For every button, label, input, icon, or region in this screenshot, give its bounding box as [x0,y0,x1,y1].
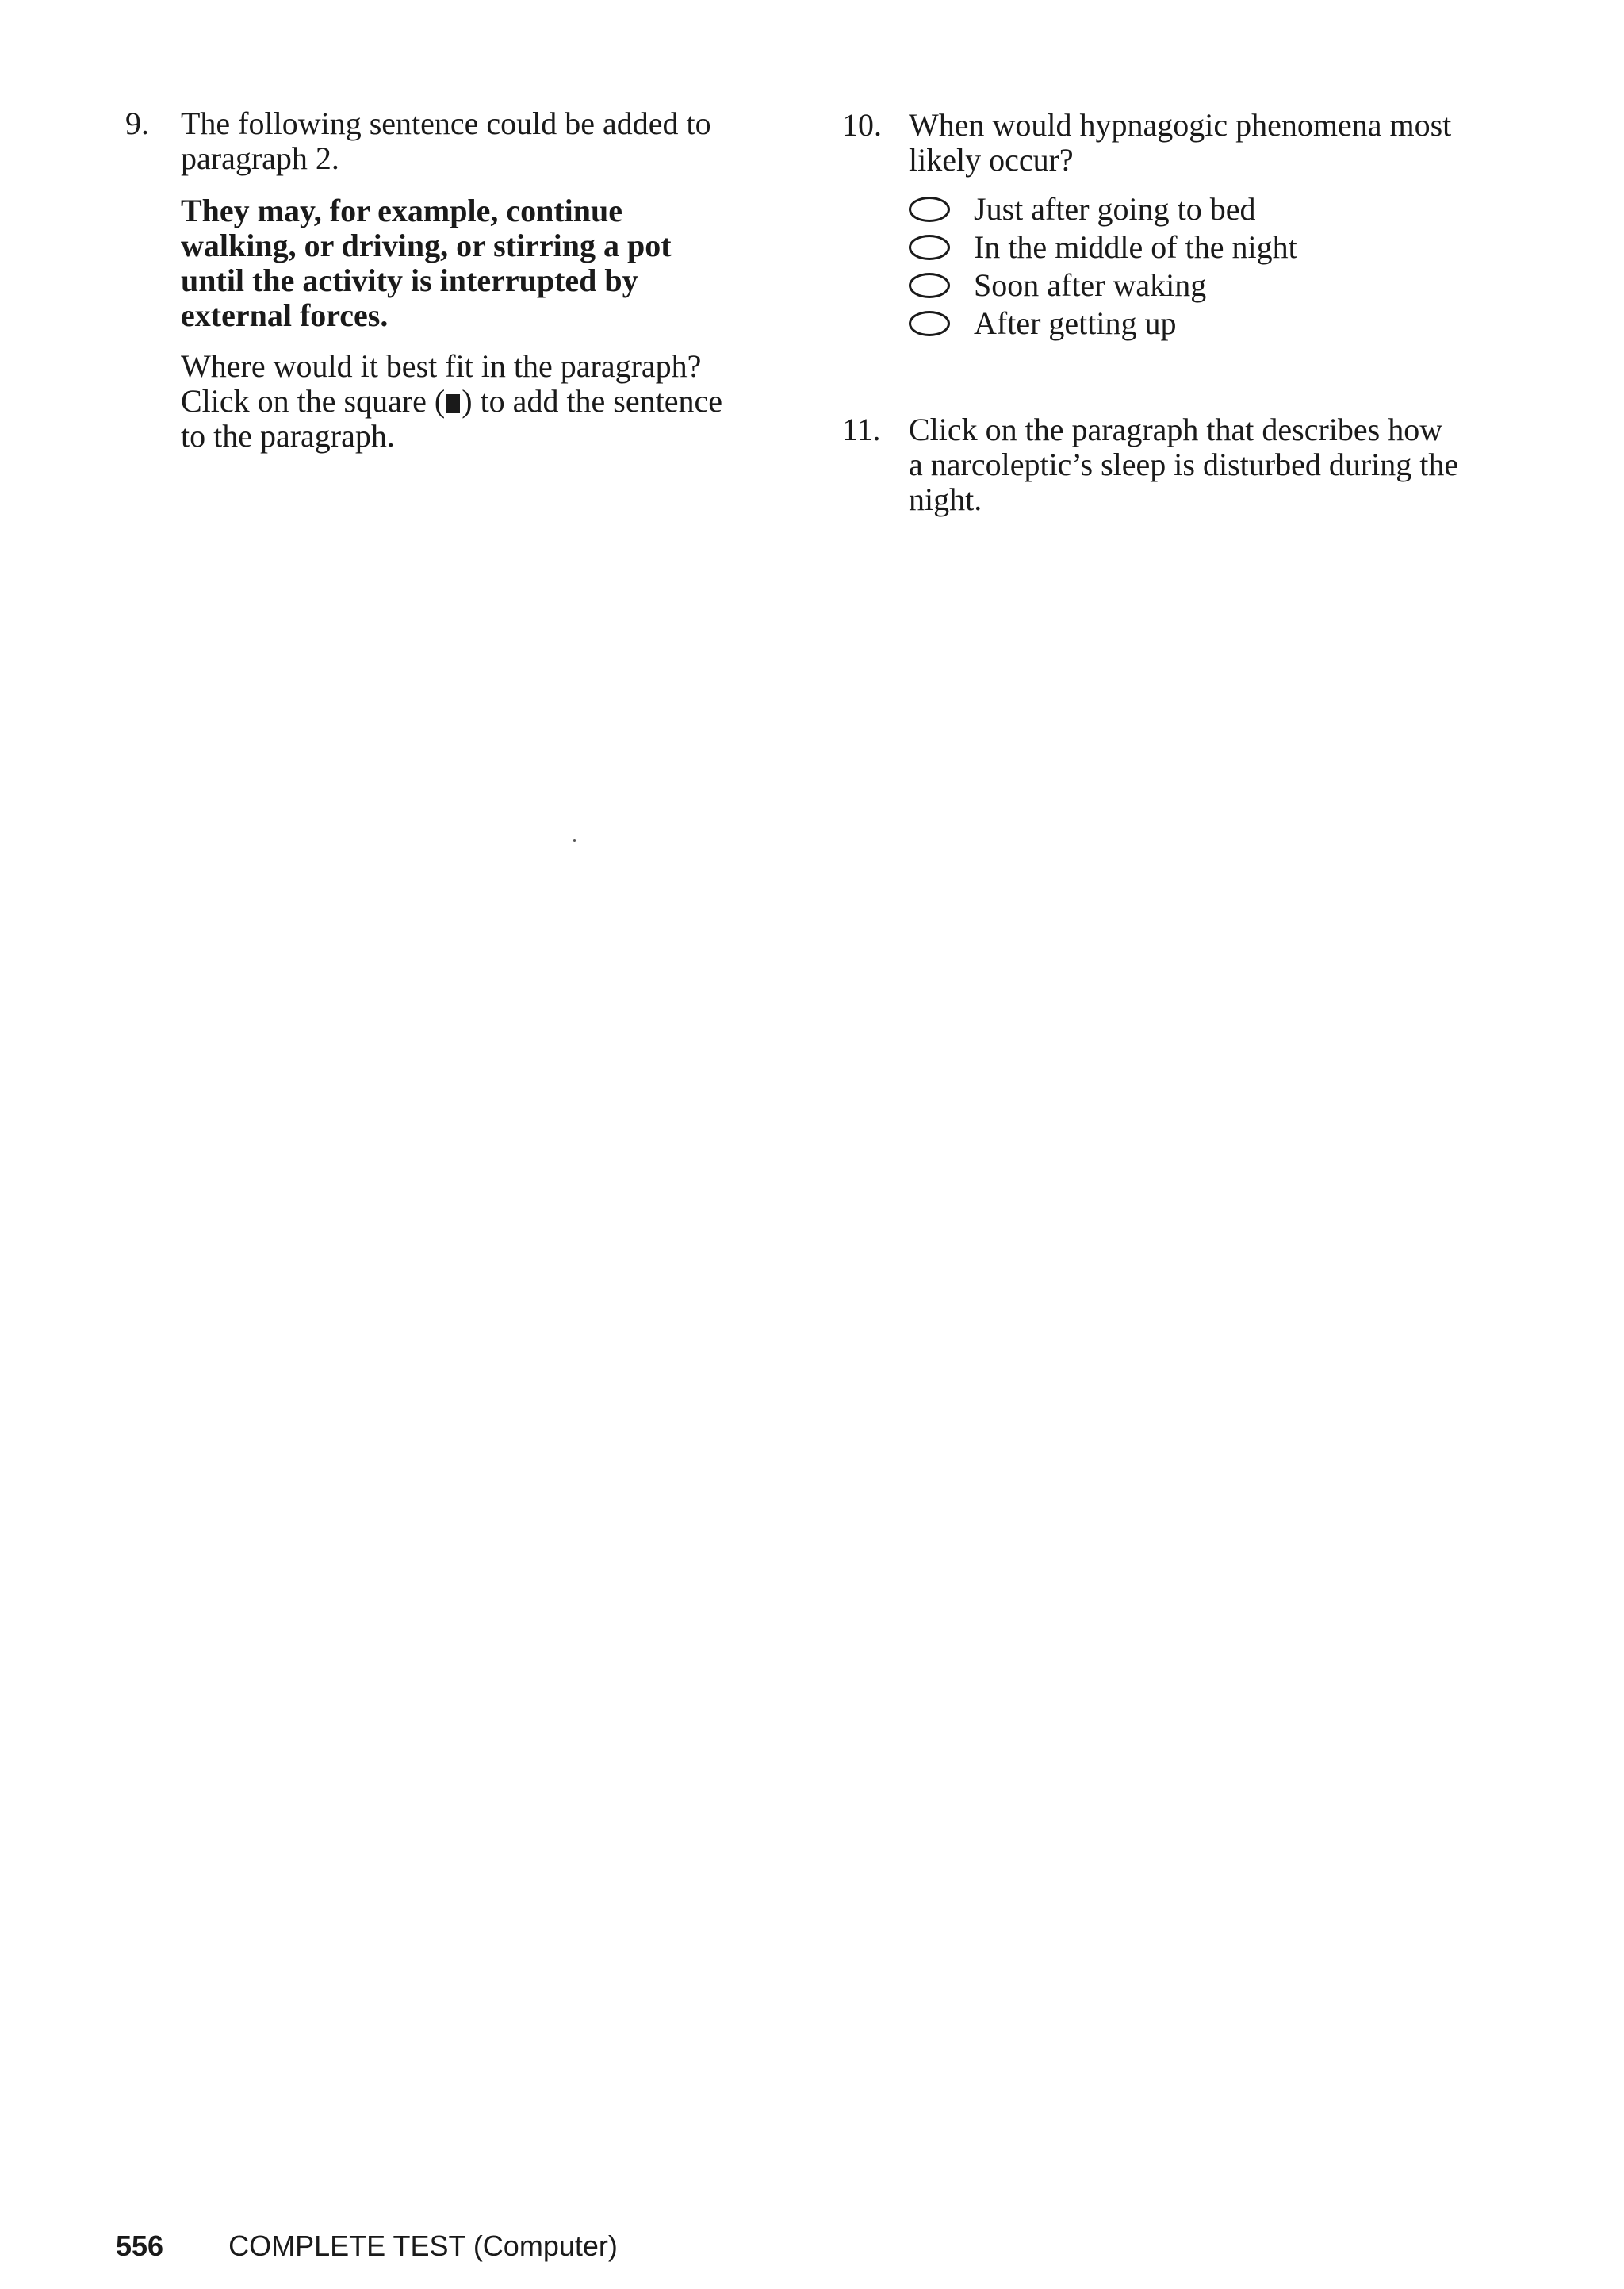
question-stem [909,108,1559,178]
answer-option-label: Soon after waking [974,267,1207,303]
instruction-line [181,384,776,419]
answer-option-label: After getting up [974,305,1177,341]
answer-option[interactable] [909,228,1559,266]
question-instruction [181,349,776,454]
answer-option-label: In the middle of the night [974,229,1297,265]
stem-line: paragraph 2. [181,140,339,176]
question-number: 9. [125,105,149,141]
radio-oval-icon[interactable] [909,235,950,260]
question-number: 10. [842,107,882,143]
stem-line: likely occur? [909,142,1074,178]
stem-line: Click on the paragraph that describes how [909,412,1443,447]
question-body [181,106,776,454]
answer-options [909,190,1559,343]
insert-sentence-line: external forces. [181,297,389,333]
answer-option-label: Just after going to bed [974,191,1256,227]
instruction-text: ) to add the sentence [462,383,722,419]
insert-sentence-line: walking, or driving, or stirring a pot [181,228,672,263]
radio-oval-icon[interactable] [909,311,950,336]
page-number: 556 [116,2230,164,2262]
insert-sentence-line: until the activity is interrupted by [181,263,638,298]
instruction-line: to the paragraph. [181,418,395,454]
stem-line: night. [909,481,982,517]
stem-line: The following sentence could be added to [181,105,711,141]
radio-oval-icon[interactable] [909,273,950,298]
answer-option[interactable] [909,190,1559,228]
radio-oval-icon[interactable] [909,197,950,222]
question-number: 11. [842,412,881,447]
insert-sentence-line: They may, for example, continue [181,193,623,228]
section-title: COMPLETE TEST (Computer) [228,2230,618,2262]
instruction-text: Click on the square ( [181,383,446,419]
question-stem [909,412,1559,517]
answer-option[interactable] [909,266,1559,305]
answer-option[interactable] [909,305,1559,343]
question-body [909,412,1559,517]
page-footer [116,2230,618,2262]
black-square-icon [446,394,460,413]
question-stem [181,106,776,176]
question-body [909,108,1559,343]
stray-dot [573,839,576,842]
stem-line: When would hypnagogic phenomena most [909,107,1452,143]
stem-line: a narcoleptic’s sleep is disturbed during the [909,447,1459,482]
insert-sentence [181,194,776,333]
instruction-line: Where would it best fit in the paragraph? [181,348,702,384]
